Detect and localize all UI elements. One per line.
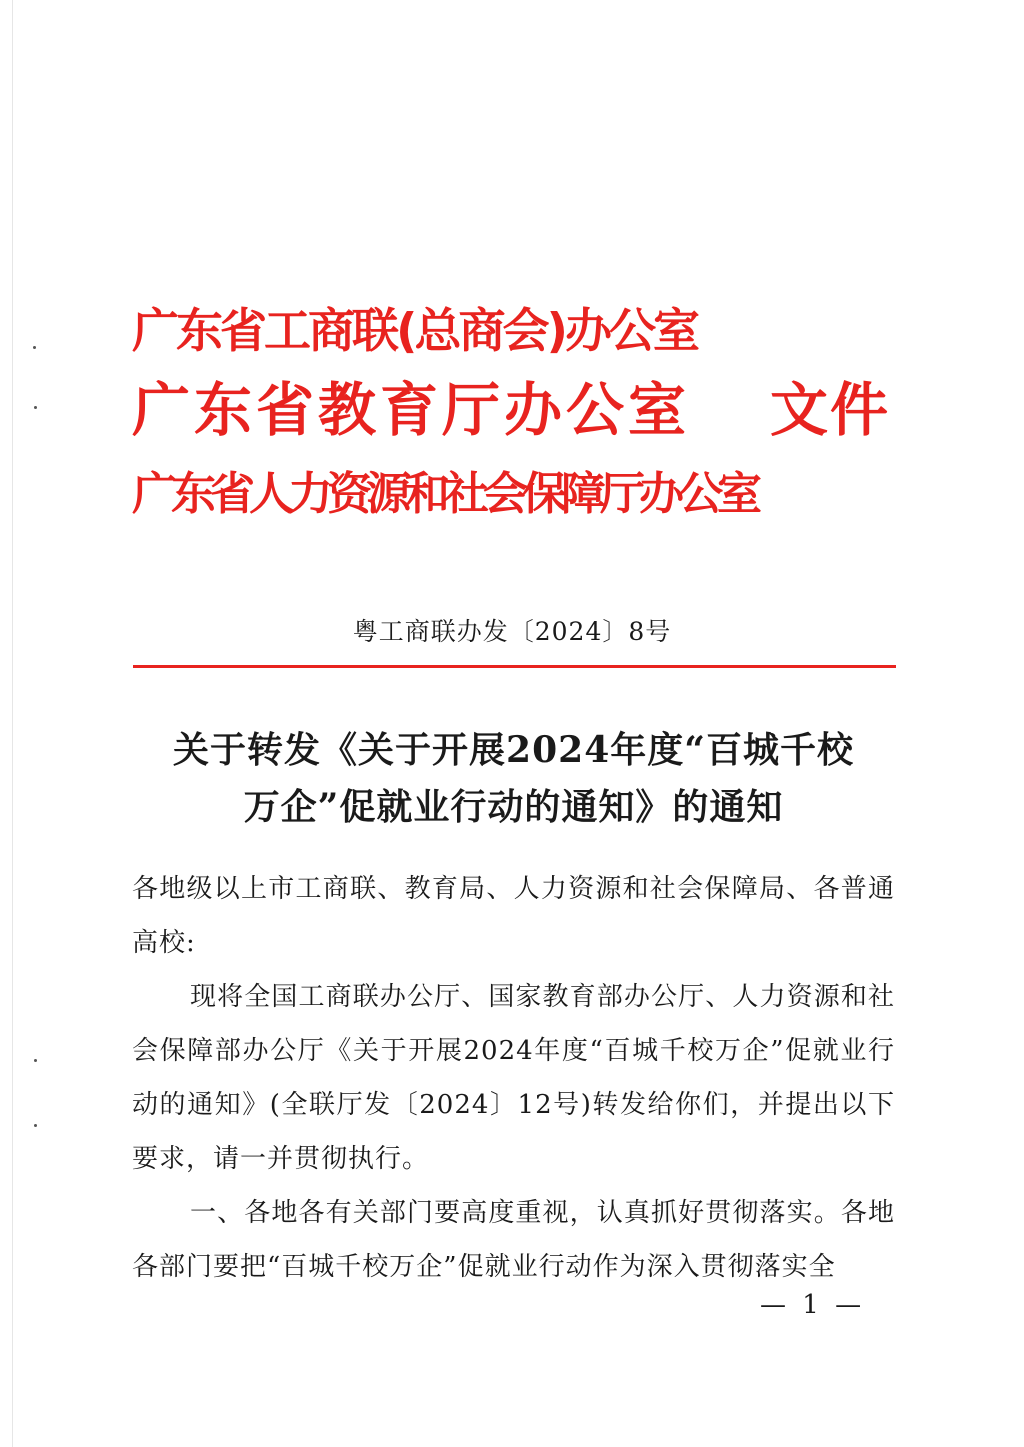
document-title [132, 722, 895, 836]
title-line-1: 关于转发《关于开展2024年度“百城千校 [173, 729, 854, 771]
document-label: 文件 [770, 376, 891, 444]
document-number: 粤工商联办发〔2024〕8号 [352, 617, 672, 646]
body-paragraph: 现将全国工商联办公厅、国家教育部办公厅、人力资源和社会保障部办公厅《关于开展2024年度“百城千校万企”促就业行动的通知》(全联厅发〔2024〕12号)转发给你们，并提出以下要求，请一并贯彻执行。 [132, 982, 895, 1174]
scan-speck [33, 346, 36, 349]
org-education-department: 广东省教育厅办公室 [132, 376, 691, 444]
scan-speck [34, 1124, 37, 1127]
body-paragraph: 一、各地各有关部门要高度重视，认真抓好贯彻落实。各地各部门要把“百城千校万企”促就业行动作为深入贯彻落实全 [132, 1198, 895, 1282]
addressee: 各地级以上市工商联、教育局、人力资源和社会保障局、各普通高校: [132, 874, 895, 958]
red-divider [133, 665, 896, 668]
scan-speck [34, 1059, 37, 1062]
title-line-2: 万企”促就业行动的通知》的通知 [243, 786, 784, 828]
document-body [132, 862, 895, 1294]
scan-speck [34, 406, 37, 409]
page-number: — 1 — [760, 1290, 866, 1320]
org-federation-of-industry-commerce: 广东省工商联(总商会)办公室 [132, 304, 697, 359]
page-edge [12, 0, 13, 1447]
org-human-resources-department: 广东省人力资源和社会保障厅办公室 [132, 467, 757, 520]
